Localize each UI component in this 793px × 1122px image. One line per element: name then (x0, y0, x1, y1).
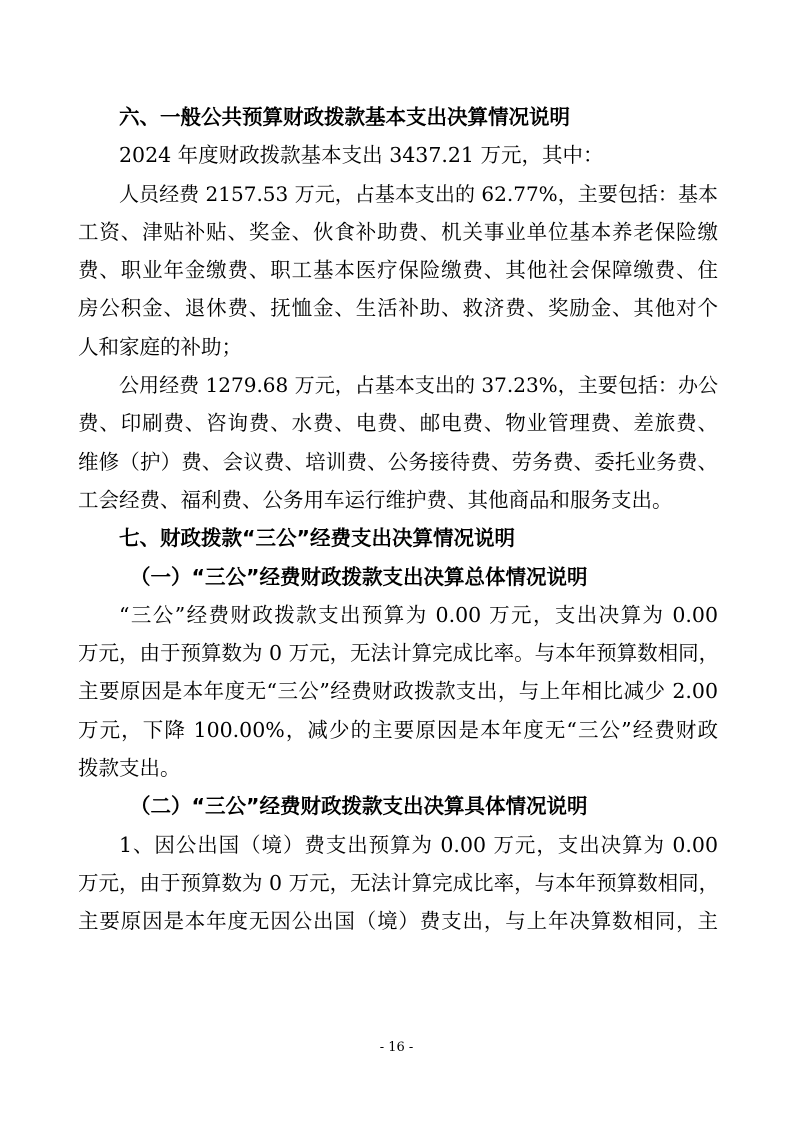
paragraph-line: 人和家庭的补助； (78, 334, 242, 359)
paragraph-line: 人员经费 2157.53 万元，占基本支出的 62.77%，主要包括：基本 (119, 181, 718, 206)
paragraph-line: 公用经费 1279.68 万元，占基本支出的 37.23%，主要包括：办公 (119, 373, 718, 398)
subsection-heading-1: （一）“三公”经费财政拨款支出决算总体情况说明 (130, 564, 588, 589)
section-heading-6: 六、一般公共预算财政拨款基本支出决算情况说明 (119, 105, 570, 129)
paragraph-line: 费、印刷费、咨询费、水费、电费、邮电费、物业管理费、差旅费、 (78, 411, 718, 436)
section-heading-7: 七、财政拨款“三公”经费支出决算情况说明 (119, 526, 515, 551)
paragraph-line: 费、职业年金缴费、职工基本医疗保险缴费、其他社会保障缴费、住 (78, 258, 718, 283)
subsection-heading-2: （二）“三公”经费财政拨款支出决算具体情况说明 (130, 794, 588, 819)
paragraph-line: 1、因公出国（境）费支出预算为 0.00 万元，支出决算为 0.00 (119, 832, 718, 857)
paragraph-line: 工会经费、福利费、公务用车运行维护费、其他商品和服务支出。 (78, 487, 673, 512)
paragraph-line: 拨款支出。 (78, 756, 181, 781)
paragraph-line: 万元，由于预算数为 0 万元，无法计算完成比率。与本年预算数相同， (78, 641, 720, 666)
paragraph-line: 万元，下降 100.00%，减少的主要原因是本年度无“三公”经费财政 (78, 717, 718, 742)
paragraph-line: 房公积金、退休费、抚恤金、生活补助、救济费、奖励金、其他对个 (78, 296, 718, 321)
page-number: - 16 - (379, 1040, 414, 1055)
paragraph-line: 主要原因是本年度无因公出国（境）费支出，与上年决算数相同，主 (78, 909, 718, 934)
document-body (78, 98, 718, 941)
paragraph-line: 工资、津贴补贴、奖金、伙食补助费、机关事业单位基本养老保险缴 (78, 219, 718, 244)
paragraph-line: 主要原因是本年度无“三公”经费财政拨款支出，与上年相比减少 2.00 (78, 679, 718, 704)
paragraph-line: 万元，由于预算数为 0 万元，无法计算完成比率，与本年预算数相同， (78, 870, 720, 895)
paragraph-line: 维修（护）费、会议费、培训费、公务接待费、劳务费、委托业务费、 (78, 449, 718, 474)
paragraph-line: 2024 年度财政拨款基本支出 3437.21 万元，其中： (119, 143, 604, 168)
paragraph-line: “三公”经费财政拨款支出预算为 0.00 万元，支出决算为 0.00 (119, 602, 718, 627)
